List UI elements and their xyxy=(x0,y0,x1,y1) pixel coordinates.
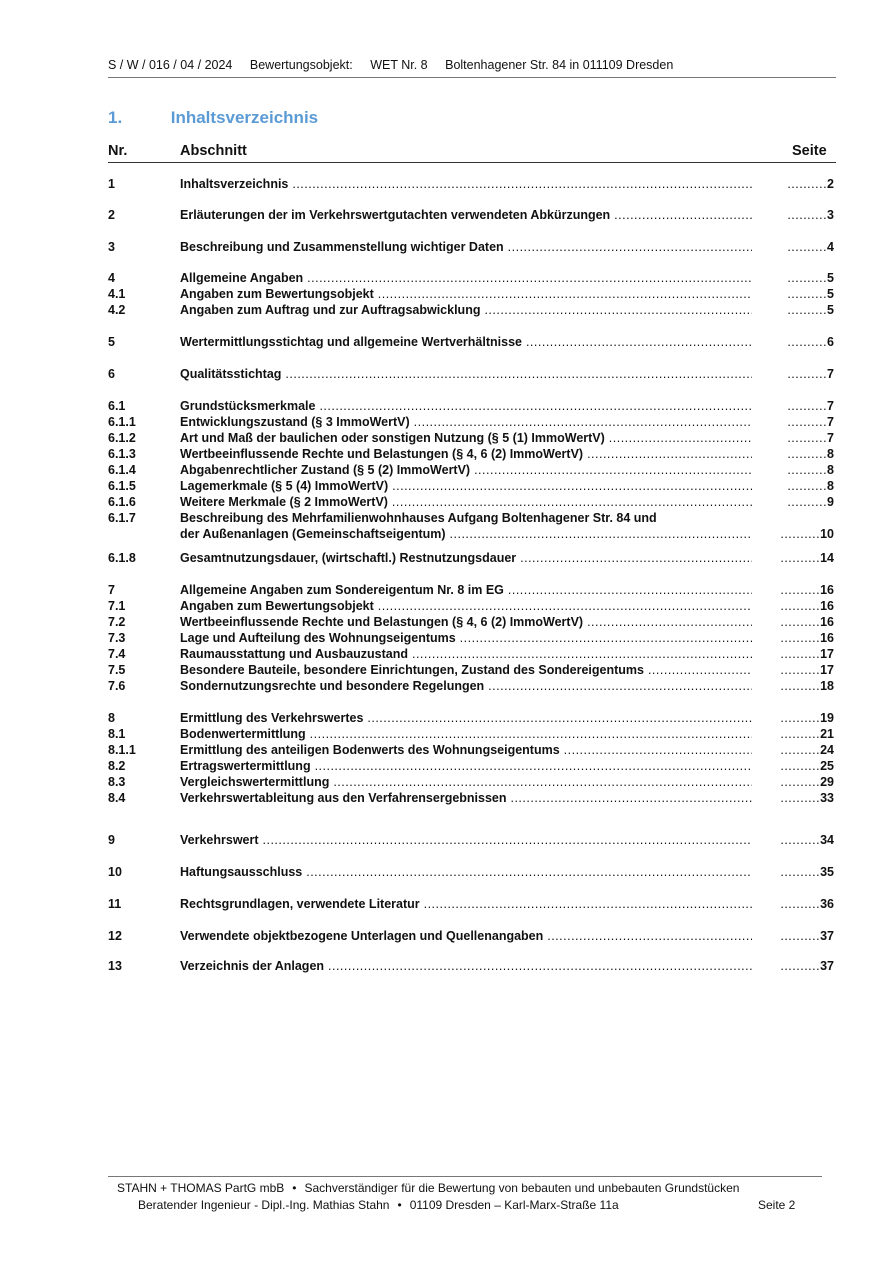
toc-title: Erläuterungen der im Verkehrswertgutachten verwendeten Abkürzungen ..... xyxy=(180,207,752,223)
toc-title-continued: der Außenanlagen (Gemeinschaftseigentum) ..... xyxy=(180,526,752,542)
toc-number: 1 xyxy=(108,177,115,191)
header-object: WET Nr. 8 xyxy=(370,58,428,72)
toc-page: ..... 10 xyxy=(780,526,834,542)
toc-title: Angaben zum Bewertungsobjekt ..... xyxy=(180,598,752,614)
toc-title: Weitere Merkmale (§ 2 ImmoWertV) ..... xyxy=(180,494,752,510)
toc-row xyxy=(108,302,834,318)
toc-number: 6.1.1 xyxy=(108,415,136,429)
toc-number: 6.1.7 xyxy=(108,511,136,525)
toc-page: ..... 8 xyxy=(787,478,834,494)
toc-page: ..... 5 xyxy=(787,270,834,286)
toc-number: 4.1 xyxy=(108,287,126,301)
toc-page: ..... 14 xyxy=(780,550,834,566)
toc-title: Verkehrswert ..... xyxy=(180,832,752,848)
toc-title: Allgemeine Angaben zum Sondereigentum Nr. 8 im EG ..... xyxy=(180,582,752,598)
toc-title: Sondernutzungsrechte und besondere Regelungen ..... xyxy=(180,678,752,694)
toc-page: ..... 7 xyxy=(787,430,834,446)
toc-page: ..... 8 xyxy=(787,462,834,478)
toc-title: Wertermittlungsstichtag und allgemeine Wertverhältnisse ..... xyxy=(180,334,752,350)
toc-page: ..... 36 xyxy=(780,896,834,912)
toc-number: 9 xyxy=(108,833,115,847)
toc-number: 3 xyxy=(108,240,115,254)
toc-row xyxy=(108,478,834,494)
toc-page: ..... 37 xyxy=(780,958,834,974)
toc-number: 7.3 xyxy=(108,631,126,645)
toc-number: 10 xyxy=(108,865,122,879)
toc-number: 4.2 xyxy=(108,303,126,317)
toc-title: Lage und Aufteilung des Wohnungseigentums ..... xyxy=(180,630,752,646)
toc-page: ..... 21 xyxy=(780,726,834,742)
toc-row xyxy=(108,598,834,614)
toc-title: Qualitätsstichtag ..... xyxy=(180,366,752,382)
footer-line-1 xyxy=(117,1181,739,1195)
toc-row xyxy=(108,430,834,446)
toc-number: 8.1 xyxy=(108,727,126,741)
toc-row xyxy=(108,462,834,478)
toc-number: 6.1.3 xyxy=(108,447,136,461)
toc-row xyxy=(108,510,834,541)
toc-page: ..... 17 xyxy=(780,662,834,678)
toc-row xyxy=(108,662,834,678)
toc-number: 8.4 xyxy=(108,791,126,805)
toc-page: ..... 3 xyxy=(787,207,834,223)
toc-number: 5 xyxy=(108,335,115,349)
toc-row xyxy=(108,678,834,694)
toc-page: ..... 16 xyxy=(780,614,834,630)
toc-page: ..... 9 xyxy=(787,494,834,510)
toc-title: Beschreibung und Zusammenstellung wichtiger Daten ..... xyxy=(180,239,752,255)
toc-title: Gesamtnutzungsdauer, (wirtschaftl.) Restnutzungsdauer ..... xyxy=(180,550,752,566)
toc-page: ..... 4 xyxy=(787,239,834,255)
toc-page: ..... 29 xyxy=(780,774,834,790)
toc-row xyxy=(108,742,834,758)
toc-row xyxy=(108,398,834,414)
footer-person: Beratender Ingenieur - Dipl.-Ing. Mathias Stahn xyxy=(138,1198,390,1212)
toc-row xyxy=(108,864,834,880)
toc-row xyxy=(108,414,834,430)
bullet-icon: • xyxy=(397,1198,402,1212)
toc-title: Ertragswertermittlung ..... xyxy=(180,758,752,774)
header-ref: S / W / 016 / 04 / 2024 xyxy=(108,58,233,72)
toc-page: ..... 7 xyxy=(787,398,834,414)
toc-row xyxy=(108,790,834,806)
toc-number: 6.1.4 xyxy=(108,463,136,477)
toc-number: 12 xyxy=(108,929,122,943)
toc-page: ..... 2 xyxy=(787,176,834,192)
section-title: Inhaltsverzeichnis xyxy=(170,108,319,127)
toc-row xyxy=(108,726,834,742)
toc-row xyxy=(108,896,834,912)
footer-line-2 xyxy=(138,1198,619,1212)
toc-row xyxy=(108,710,834,726)
footer-description: Sachverständiger für die Bewertung von bebauten und unbebauten Grundstücken xyxy=(304,1181,740,1195)
toc-title: Allgemeine Angaben ..... xyxy=(180,270,752,286)
toc-title: Wertbeeinflussende Rechte und Belastungen (§ 4, 6 (2) ImmoWertV) ..... xyxy=(180,614,752,630)
toc-page: ..... 7 xyxy=(787,366,834,382)
toc-title: Lagemerkmale (§ 5 (4) ImmoWertV) ..... xyxy=(180,478,752,494)
toc-title: Raumausstattung und Ausbauzustand ..... xyxy=(180,646,752,662)
toc-title: Abgabenrechtlicher Zustand (§ 5 (2) ImmoWertV) ..... xyxy=(180,462,752,478)
toc-page: ..... 33 xyxy=(780,790,834,806)
toc-row xyxy=(108,239,834,255)
toc-title: Verwendete objektbezogene Unterlagen und Quellenangaben ..... xyxy=(180,928,752,944)
toc-page: ..... 16 xyxy=(780,582,834,598)
toc-page: ..... 8 xyxy=(787,446,834,462)
toc-page: ..... 37 xyxy=(780,928,834,944)
footer-divider xyxy=(108,1176,822,1177)
toc-number: 8.1.1 xyxy=(108,743,136,757)
toc-title: Verzeichnis der Anlagen ..... xyxy=(180,958,752,974)
toc-row xyxy=(108,270,834,286)
toc-title: Rechtsgrundlagen, verwendete Literatur ..... xyxy=(180,896,752,912)
toc-row xyxy=(108,614,834,630)
toc-page: ..... 5 xyxy=(787,286,834,302)
toc-number: 6.1.5 xyxy=(108,479,136,493)
toc-row xyxy=(108,832,834,848)
toc-page: ..... 25 xyxy=(780,758,834,774)
toc-title: Angaben zum Bewertungsobjekt ..... xyxy=(180,286,752,302)
toc-row xyxy=(108,758,834,774)
footer-address: 01109 Dresden – Karl-Marx-Straße 11a xyxy=(409,1198,619,1212)
toc-number: 6.1 xyxy=(108,399,126,413)
toc-row xyxy=(108,334,834,350)
toc-number: 7.4 xyxy=(108,647,126,661)
bullet-icon: • xyxy=(292,1181,297,1195)
toc-title: Art und Maß der baulichen oder sonstigen Nutzung (§ 5 (1) ImmoWertV) ..... xyxy=(180,430,752,446)
toc-title: Angaben zum Auftrag und zur Auftragsabwicklung ..... xyxy=(180,302,752,318)
toc-number: 2 xyxy=(108,208,115,222)
toc-number: 6.1.6 xyxy=(108,495,136,509)
toc-title: Wertbeeinflussende Rechte und Belastungen (§ 4, 6 (2) ImmoWertV) ..... xyxy=(180,446,752,462)
header-label: Bewertungsobjekt: xyxy=(249,58,353,72)
toc-row xyxy=(108,494,834,510)
toc-title: Vergleichswertermittlung ..... xyxy=(180,774,752,790)
toc-number: 7.2 xyxy=(108,615,126,629)
toc-page: ..... 17 xyxy=(780,646,834,662)
toc-number: 8 xyxy=(108,711,115,725)
toc-title: Ermittlung des Verkehrswertes ..... xyxy=(180,710,752,726)
toc-number: 8.2 xyxy=(108,759,126,773)
toc-row xyxy=(108,286,834,302)
toc-page: ..... 16 xyxy=(780,598,834,614)
column-header-seite: Seite xyxy=(792,143,827,159)
toc-title: Beschreibung des Mehrfamilienwohnhauses Aufgang Boltenhagener Str. 84 und xyxy=(180,511,657,525)
toc-page: ..... 6 xyxy=(787,334,834,350)
toc-row xyxy=(108,646,834,662)
toc-number: 7.6 xyxy=(108,679,126,693)
toc-number: 6 xyxy=(108,367,115,381)
toc-number: 7 xyxy=(108,583,115,597)
toc-page: ..... 7 xyxy=(787,414,834,430)
section-number: 1. xyxy=(108,108,123,127)
toc-number: 7.5 xyxy=(108,663,126,677)
toc-title: Besondere Bauteile, besondere Einrichtungen, Zustand des Sondereigentums ..... xyxy=(180,662,752,678)
toc-page: ..... 18 xyxy=(780,678,834,694)
toc-row xyxy=(108,176,834,192)
toc-row xyxy=(108,630,834,646)
toc-number: 11 xyxy=(108,897,122,911)
header-address: Boltenhagener Str. 84 in 011109 Dresden xyxy=(445,58,674,72)
toc-title: Grundstücksmerkmale ..... xyxy=(180,398,752,414)
toc-row xyxy=(108,207,834,223)
toc-page: ..... 16 xyxy=(780,630,834,646)
toc-page: ..... 5 xyxy=(787,302,834,318)
toc-title: Ermittlung des anteiligen Bodenwerts des Wohnungseigentums ..... xyxy=(180,742,752,758)
toc-row xyxy=(108,582,834,598)
toc-row xyxy=(108,366,834,382)
toc-row xyxy=(108,928,834,944)
toc-number: 6.1.8 xyxy=(108,551,136,565)
toc-number: 6.1.2 xyxy=(108,431,136,445)
toc-title: Haftungsausschluss ..... xyxy=(180,864,752,880)
toc-page: ..... 34 xyxy=(780,832,834,848)
toc-row xyxy=(108,446,834,462)
toc-title: Bodenwertermittlung ..... xyxy=(180,726,752,742)
toc-number: 13 xyxy=(108,959,122,973)
toc-title: Inhaltsverzeichnis ..... xyxy=(180,176,752,192)
toc-number: 4 xyxy=(108,271,115,285)
toc-number: 7.1 xyxy=(108,599,126,613)
toc-number: 8.3 xyxy=(108,775,126,789)
toc-page: ..... 24 xyxy=(780,742,834,758)
toc-row xyxy=(108,550,834,566)
toc-page: ..... 19 xyxy=(780,710,834,726)
column-header-abschnitt: Abschnitt xyxy=(180,143,247,159)
toc-page: ..... 35 xyxy=(780,864,834,880)
toc-title: Entwicklungszustand (§ 3 ImmoWertV) ..... xyxy=(180,414,752,430)
column-header-nr: Nr. xyxy=(108,143,128,159)
footer-page-number: Seite 2 xyxy=(758,1198,796,1212)
footer-firm: STAHN + THOMAS PartG mbB xyxy=(117,1181,285,1195)
toc-row xyxy=(108,774,834,790)
toc-title: Verkehrswertableitung aus den Verfahrensergebnissen ..... xyxy=(180,790,752,806)
toc-row xyxy=(108,958,834,974)
